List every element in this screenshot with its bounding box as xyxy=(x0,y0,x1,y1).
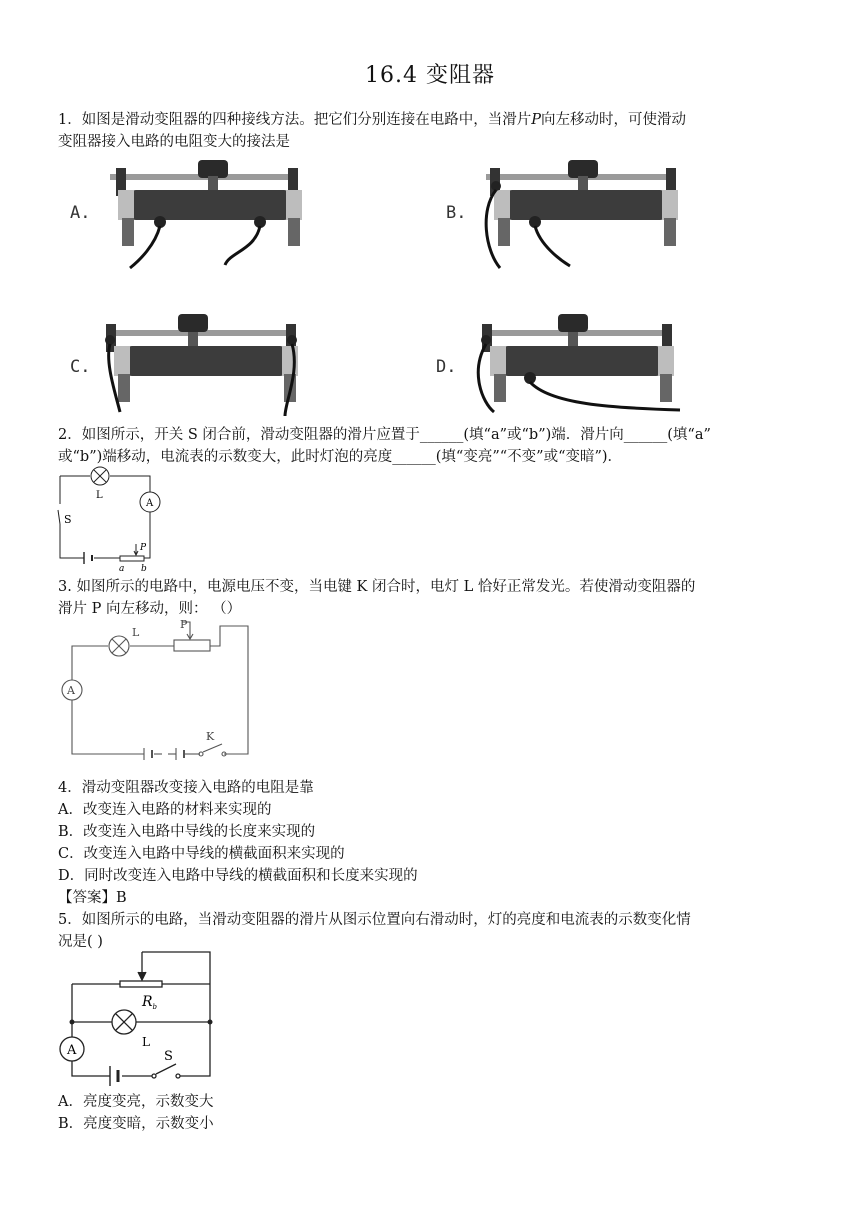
rheostat-image-b xyxy=(440,160,710,275)
rheostat-image-d xyxy=(430,312,700,422)
q2-lamp-label: L xyxy=(96,490,103,501)
q1-slider-p: P xyxy=(531,112,541,128)
page-title: 16.4 变阻器 xyxy=(365,63,495,88)
option-a-label: A. xyxy=(70,203,91,223)
q1-stem-line2: 变阻器接入电路的电阻变大的接法是 xyxy=(58,134,290,150)
q3-key-label: K xyxy=(206,730,215,743)
q2-slider-label: P xyxy=(140,543,147,553)
q4-answer: 【答案】B xyxy=(58,890,127,906)
q3-slider-label: P xyxy=(180,618,188,631)
q2-end-b-label: b xyxy=(141,564,147,574)
q5-option-a: A．亮度变亮，示数变大 xyxy=(58,1094,214,1110)
q3-lamp-label: L xyxy=(132,626,140,639)
option-c-label: C. xyxy=(70,357,91,377)
q2-circuit-diagram xyxy=(50,466,180,572)
q5-stem-line2: 况是( ) xyxy=(58,934,103,950)
q4-option-d: D．同时改变连入电路中导线的横截面积和长度来实现的 xyxy=(58,868,418,884)
q3-circuit-diagram xyxy=(58,616,258,766)
q5-rheostat-label: $R_b$ xyxy=(142,994,158,1011)
q2-end-a-label: a xyxy=(119,564,125,574)
rheostat-image-a xyxy=(60,160,330,275)
q3-stem-line2: 滑片 P 向左移动，则： （） xyxy=(58,601,242,617)
q3-ammeter-label: A xyxy=(67,684,75,697)
q2-switch-label: S xyxy=(64,513,72,526)
q3-stem-line1: 3. 如图所示的电路中，电源电压不变，当电键 K 闭合时，电灯 L 恰好正常发光。若使滑动变阻器的 xyxy=(58,579,696,595)
q2-ammeter-label: A xyxy=(146,498,154,509)
q5-lamp-label: L xyxy=(142,1035,150,1049)
q1-stem-part1: 1．如图是滑动变阻器的四种接线方法。把它们分别连接在电路中，当滑片 xyxy=(58,112,532,128)
q5-stem-line1: 5．如图所示的电路，当滑动变阻器的滑片从图示位置向右滑动时，灯的亮度和电流表的示数变化情 xyxy=(58,912,691,928)
q5-circuit-diagram xyxy=(52,944,222,1090)
q4-stem: 4．滑动变阻器改变接入电路的电阻是靠 xyxy=(58,780,314,796)
rheostat-image-c xyxy=(60,312,330,422)
option-d-label: D. xyxy=(436,357,457,377)
q4-option-a: A．改变连入电路的材料来实现的 xyxy=(58,802,272,818)
q2-stem-line1: 2．如图所示，开关 S 闭合前，滑动变阻器的滑片应置于______(填“a”或“b”)端．滑片向______(填“a” xyxy=(58,427,711,443)
q2-stem-line2: 或“b”)端移动，电流表的示数变大，此时灯泡的亮度______(填“变亮”“不变”或“变暗”)． xyxy=(58,449,623,465)
q5-option-b: B．亮度变暗，示数变小 xyxy=(58,1116,214,1132)
q1-stem-line1 xyxy=(58,110,686,130)
q4-option-c: C．改变连入电路中导线的横截面积来实现的 xyxy=(58,846,345,862)
q1-stem-part2: 向左移动时，可使滑动 xyxy=(541,112,686,128)
option-b-label: B. xyxy=(446,203,467,223)
q4-option-b: B．改变连入电路中导线的长度来实现的 xyxy=(58,824,316,840)
q5-switch-label: S xyxy=(164,1049,173,1064)
q5-ammeter-label: A xyxy=(67,1043,77,1058)
